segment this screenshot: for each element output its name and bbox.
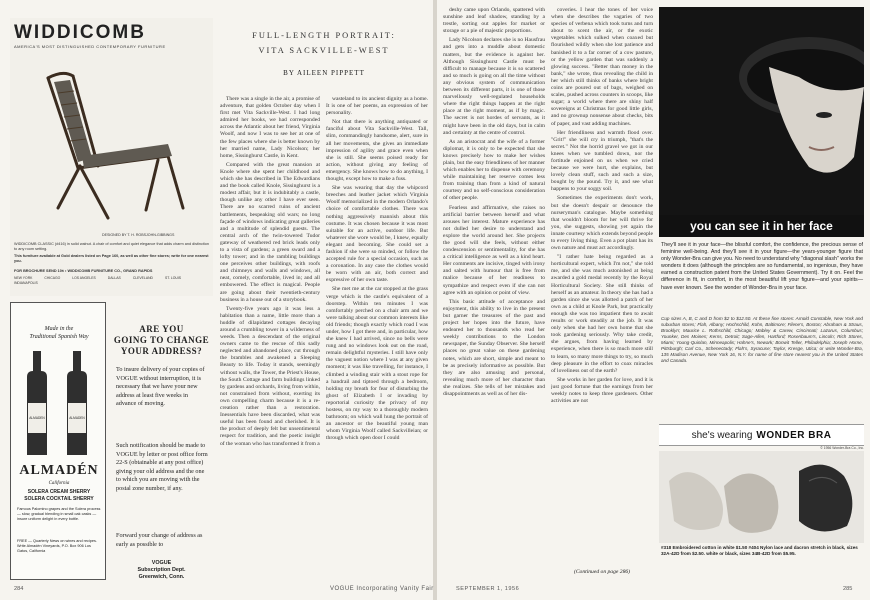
- wonderbra-photo: [659, 7, 864, 215]
- almaden-name: ALMADÉN: [19, 463, 99, 478]
- brochure-line: FOR BROCHURE SEND 10¢ • WIDDICOMB FURNITURE CO., GRAND RAPIDS: [14, 269, 153, 273]
- article-subtitle: VITA SACKVILLE-WEST: [258, 46, 390, 55]
- showroom-note: This furniture available at Gold dealers listed on Page 160, as well as other fine stores; write for one nearest you.: [14, 254, 209, 263]
- wonderbra-headline-bar: [659, 215, 864, 237]
- address-change-ad: [110, 302, 213, 580]
- gutter: [433, 0, 437, 600]
- wonderbra-headline: you can see it in her face: [690, 219, 833, 233]
- wonderbra-stores: Cup sizes A, B, C and D from $2 to $12.50. At these fine stores: Arnold Constable, New York and suburban stores; Flah, Albany; Hochschild, Kohn, Baltimore; Filene's, Boston; Abraham & Straus, Brooklyn; Maurice L. Rothschild, Chicago; Mabley & Carew, Cincinnati; Lazarus, Columbus; Younker, Des Moines; Kerns, Detroit; Sage-Allen, Hartford; Rosenbaum's, Lincoln; Rich Stores, Miami; Young-Quinlan, Minneapolis; Hahne's, Newark; Bonwit Teller, Philadelphia; Joseph Horne, Pittsburgh; Carl Co., Schenectady; Flah's, Syracuse; Taylor, Kresge, Utica; or write Wonder-Bra, 135 Madison Avenue, New York 16, N.Y. for name of fine store nearest you in the United States and Canada.: [661, 316, 863, 363]
- wonderbra-copyright: © 1956 Wonder-Bra Co., Inc.: [820, 446, 864, 450]
- address-para-1: To insure delivery of your copies of VOGUE without interruption, it is necessary that we have your new address at least five weeks in advance of moving.: [116, 366, 205, 408]
- continued-note: (Continued on page 286): [573, 569, 631, 575]
- article-column-2: wasteland to its ancient dignity as a home. It is one of her poems, an expression of her personality. Not that there is anything antiquated or fanciful about Vita Sackville-West. Tall, slim, commandingly handsome, alert, sure in all her movements, she gives an immediate impression of agility and grace even when she is still. She seems poised ready for action, without giving any feeling of emergency. She knows how to do anything, I thought, except how to make a fuss. She was wearing that day the whipcord breeches and leather jacket which Virginia Woolf memorialized in the modern Orlando's choice of comfortable clothes. There was nothing aggressively mannish about this costume. It was chosen because it was most suitable for an active, outdoor life. But whatever she wore would be, I knew, equally elegant and becoming. She could set a fashion if she were so minded, or follow the accepted rule for a special occasion, such as a coronation. In any case the clothes would be worn with an air, both correct and expressive of her own taste. She met me at the car stopped at the grass verge which is the castle's equivalent of a doorstep. Within ten minutes I was comfortably perched on a chair arm and we were talking about our common interests like old friends; though exactly which road I was under, how I got there and, in particular, how she knew I had arrived, since no bells were rung and no windows look out on the road, remain delightful mysteries. I still have only the vaguest notion where I was at any given moment; it was like travelling, for instance, I climbed a winding stair with a stout rope for a handrail and tiptoed through a bedroom, holding my breath for fear of disturbing the ghost of Elizabeth I or invading by reportorial curiosity the privacy of my hostess, on my way to a thoroughly modern bathroom; on which wall hung the portrait of an ancestor or the beautiful young man whom Virginia Woolf called Sackvilleian; or through which open door I could: [326, 96, 428, 442]
- chair-caption: WIDDICOMB CLASSIC (#416) in solid walnut. A chair of comfort and quiet elegance that adds charm and distinction to any room setting.: [14, 242, 210, 251]
- city: DALLAS: [107, 276, 121, 280]
- page-number-right: 285: [843, 586, 853, 592]
- article-column-1: There was a single in the air, a promise of adventure, that golden October day when I first met Vita Sackville-West. I had long admired her books, we had corresponded across the Atlantic about her friend, Virginia Woolf, and now I was to see her at one of the few places where she is better known by her married name, Lady Nicolson; her home, Sissinghurst Castle, in Kent. Compared with the great mansion at Knole where she spent her childhood and which she has described in The Edwardians and the book called Knole, Sissinghurst is a modest affair, but it is indubitably a castle, though unlike any other I have ever seen. There are no scarred ruins of ancient battlements, bespeaking old wars; no long façade of windows indicating great galleries and a multitude of splendid guests. The central arch of the twin-towered Tudor gateway of weathered red brick leads only to a vista of gardens; a green sward and a lofty tower; and in the rambling buildings one perceives other buildings, with roofs and chimneys and walls and windows, all neat, comely, comfortable, lived in; and all embowered. The effect is magical. People are going about their twentieth-century business in a house out of a storybook. Twenty-five years ago it was less a habitation than a name, little more than a huddle of dilapidated cottages decaying around a crumbling tower in a wilderness of weeds. Then a descendant of the original owners came to the rescue of this sadly neglected and abandoned place, cut through the brambles and awakened a Sleeping Beauty to life. Today it stands, seemingly without walls, the Tower, the Priest's House, the South Cottage and farm buildings linked by gardens and orchards, living from within, not constrained from without, exerting its own compelling charm because it is a re-creation rather than a restoration. Inessentials have been discarded, what was useful has been found and cherished. It is the product of deeply felt but unsentimental respect for tradition, and the poetic insight of the woman who has transformed it from a: [220, 96, 320, 447]
- almaden-ad: [10, 302, 106, 580]
- wonderbra-banner-text: she's wearing: [691, 429, 753, 441]
- almaden-offer: FREE — Quarterly News on wines and recipes. Write Almadén Vineyards, P.O. Box 906 Los Gatos, California: [17, 539, 97, 553]
- city: CHICAGO: [44, 276, 61, 280]
- woman-portrait: [659, 7, 864, 215]
- folio-date: SEPTEMBER 1, 1956: [456, 586, 520, 592]
- city: ST. LOUIS: [164, 276, 181, 280]
- article-title: FULL-LENGTH PORTRAIT:: [252, 31, 396, 40]
- wonderbra-logo: WONDER BRA: [756, 429, 832, 441]
- almaden-tagline: Made in the Traditional Spanish Way: [29, 326, 89, 340]
- wonderbra-body: They'll see it in your face—the blissful comfort, the confidence, the precious sense of feminine well-being. And they'll see it in your figure—the years-younger figure that only Wonder-Bra can give you. No need to understand why "diagonal slash" works the wonders it does (although the principles are so fundamental, so ingenious, they have earned a construction patent from the United States Government). Try it on. Feel the difference in fit, in comfort, in the most beautiful lift your figure—and your spirits—have ever known. See the wonder of Wonder-Bra in your face.: [661, 242, 863, 291]
- wonderbra-banner: [659, 424, 864, 446]
- chair-illustration: [18, 58, 208, 233]
- sherry-bottles: [19, 347, 99, 459]
- almaden-products: SOLERA CREAM SHERRY SOLERA COCKTAIL SHERRY: [24, 489, 94, 502]
- folio-magazine: VOGUE Incorporating Vanity Fair: [330, 586, 434, 592]
- article-column-4: coveries. I hear the tones of her voice when she describes the vagaries of two species of verbena which took turns and turn about to scent the air, or the exotic vegetables which sulked when coaxed but flourished wildly when she lost patience and banished it to a far corner of a cow pasture, or the yellow garden that was suddenly a glowing success. "Better than money in the bank," she wrote, thus revealing the child in her which still thinks of banks where bright coins are poured out of bags, weighed on scales, pushed across counters in scoops, like sugar; a world where there are shiny half sovereigns at Christmas for good little girls, and no grownup nonsense about checks, bits of paper, and vast adding machines. Her friendliness and warmth flood over. "Grit!" she will cry in triumph, "that's the secret." Not the horrid gravel we got in our knees when we tumbled down, nor the fortitude enjoined on us when we cried because we were hurt, she explains, but lovely clean stuff, such and such a size, bought by the pound. Try it, and see what happens to your soggy soil. Sometimes the experiments don't work, but she doesn't despair or denounce the nurseryman's catalogue. Maybe something that wouldn't bloom for her will thrive for you, she suggests, showing yet again the innate courtesy which extends beyond people to every living thing. Even a pot plant has its own nature and must act accordingly. "I rather hate being regarded as a horticultural expert, which I'm not," she told me, and she was much astonished at being awarded a gold medal recently by the Royal Horticultural Society. She still thinks of herself as an amateur. In theory she has had a garden since she was allotted a patch of her own as a child at Knole Park, but practically enough she was too impatient then to await results or work steadily at the job. It was only when she had her own home that she took gardening seriously. Why take credit, she argues, from having learned by experience, when there is so much more still to learn, so many more things to try, so much deep pleasure in the effort to coax miracles of loveliness out of the earth? She works in her garden for love, and it is just good fortune that the earnings from her weekly notes to keep three gardeners. Other activities are not: [551, 7, 653, 405]
- address-signature: VOGUE Subscription Dept. Greenwich, Conn.: [137, 560, 186, 580]
- widdicomb-logo: WIDDICOMB: [14, 22, 146, 43]
- article-byline: BY AILEEN PIPPETT: [283, 69, 365, 77]
- article-column-3: deshy came upon Orlando, spattered with sunshine and leaf shadow, standing by a trestle, sorting out apples for market or storage or a pie of majestic proportions. Lady Nicolson declares she is no Hausfrau and gets into a muddle about domestic matters, but the evidence is against her. Although Sissinghurst Castle must be difficult to manage because it is so scattered and so much is going on all the time without any obvious system of communication between its different parts, it is one of those marvellously well-regulated households where the right things happen at the right place at the right moment, as if by magic. The secret is not hordes of servants, as it might have been in the old days, but in calm and certainty at the centre of control. As an aristocrat and the wife of a former diplomat, it is only to be expected that she knows precisely how to make her wishes plain, but the easy friendliness of her manner which enables her to dispense with ceremony while maintaining her reserve comes less from training than from a kind of natural courtesy and no self-conscious consideration of other people. Fearless and affirmative, she raises no artificial barrier between herself and what arouses her interest. Mature experience has not dulled her desire to understand and explore the world around her. She projects the good will she feels, without either condescension or sentimentality, for she has a critical intelligence as well as a kind heart. Her comments are incisive, tinged with irony and salted with humour that is free from malice because of her readiness to sympathize and respect even if she can not agree with an opinion or point of view. This basic attitude of acceptance and enjoyment, this ability to live in the present but garner the treasures of the past and project her hopes into the future, have endeared her to thousands who read her weekly contributions to the London newspaper, the Sunday Observer. She herself places no great value on these gardening notes, which are short, simple and meant to be as precisely informative as possible. But they are also amusing and personal, revealing much more of her character than she realizes. She tells of her mistakes and disappointments as well as of her dis-: [443, 7, 545, 397]
- almaden-description: Famous Palomino grapes and the Solera process — slow, gradual blending in small oak casks — insure uniform delight in every bottle.: [17, 507, 101, 521]
- page-number-left: 284: [14, 586, 24, 592]
- bra-caption: #318 Embroidered cotton in white $1.50 #404 Nylon lace and dacron stretch in black, sizes 32A-42D from $2.50. white or black, sizes 34B-42D from $5.95.: [661, 545, 858, 557]
- widdicomb-tagline: AMERICA'S MOST DISTINGUISHED CONTEMPORARY FURNITURE: [14, 44, 166, 49]
- bottle-label-2: ALMADEN: [69, 416, 85, 420]
- almaden-region: California: [48, 481, 70, 486]
- city: CLEVELAND: [132, 276, 153, 280]
- city: LOS ANGELES: [72, 276, 96, 280]
- widdicomb-ad: [10, 18, 213, 296]
- address-para-3: Forward your change of address as early as possible to: [116, 532, 203, 548]
- city: INDIANAPOLIS: [14, 280, 38, 285]
- showroom-cities: [14, 276, 209, 285]
- address-para-2: Such notification should be made to VOGUE by letter or post office form 22-S (obtainable at any post office) giving your old address and the one to which you are moving with the postal zone number, if any.: [116, 442, 208, 492]
- bra-product-photo: [659, 451, 864, 543]
- bottle-label-1: ALMADEN: [29, 416, 45, 420]
- bra-illustration: [659, 451, 864, 543]
- address-headline: ARE YOU GOING TO CHANGE YOUR ADDRESS?: [113, 324, 210, 356]
- designer-credit: DESIGNED BY T. H. ROBSJOHN-GIBBINGS: [102, 233, 175, 237]
- city: NEW YORK: [14, 276, 33, 280]
